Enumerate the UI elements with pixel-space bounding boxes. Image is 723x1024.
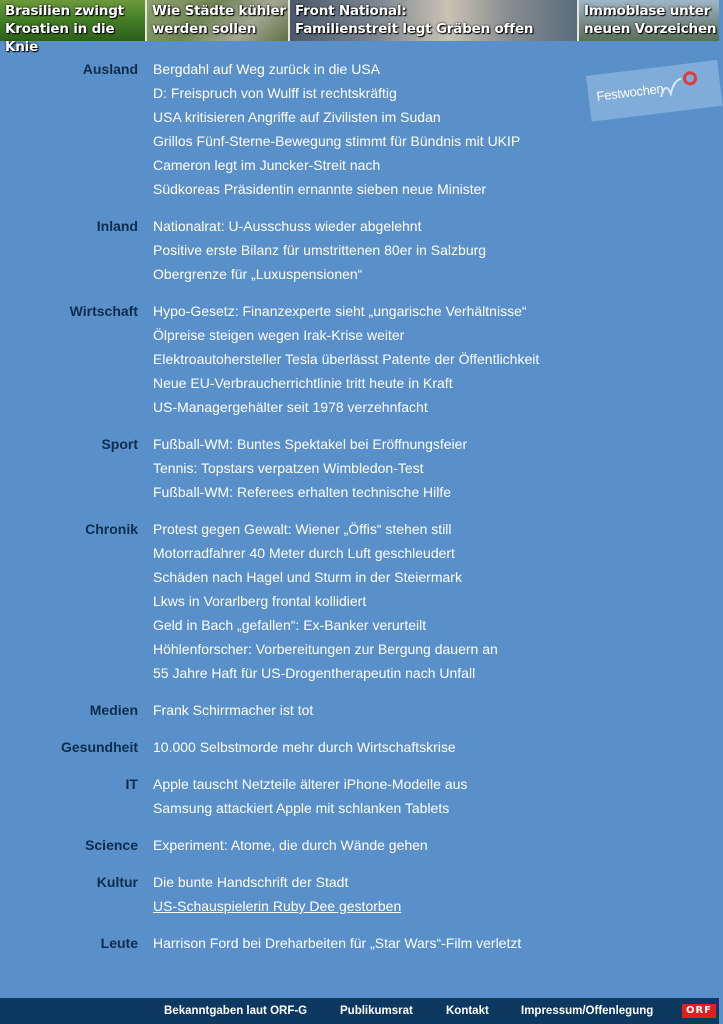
section-label-kultur[interactable]: Kultur: [96, 874, 138, 890]
festwochen-swoosh-icon: [657, 74, 686, 103]
teaser-immoblase[interactable]: [579, 0, 719, 41]
section-label-science[interactable]: Science: [85, 837, 138, 853]
section-label-inland[interactable]: Inland: [96, 218, 138, 234]
section-label-ausland[interactable]: Ausland: [82, 61, 138, 77]
news-link[interactable]: Die bunte Handschrift der Stadt: [153, 874, 349, 890]
news-link[interactable]: Motorradfahrer 40 Meter durch Luft geschleudert: [153, 545, 455, 561]
footer-link-impressum[interactable]: Impressum/Offenlegung: [521, 1005, 654, 1017]
news-link[interactable]: D: Freispruch von Wulff ist rechtskräftig: [153, 85, 397, 101]
teaser-title-line2: Kroatien in die Knie: [5, 21, 115, 55]
section-label-leute[interactable]: Leute: [100, 935, 138, 951]
news-link[interactable]: Frank Schirrmacher ist tot: [153, 702, 314, 718]
news-link[interactable]: USA kritisieren Angriffe auf Zivilisten im Sudan: [153, 109, 441, 125]
footer-link-bekanntgaben[interactable]: Bekanntgaben laut ORF-G: [164, 1005, 308, 1017]
orf-logo[interactable]: ORF: [682, 1004, 716, 1018]
teaser-brasilien[interactable]: [0, 0, 145, 55]
footer: [0, 998, 719, 1024]
news-link[interactable]: Tennis: Topstars verpatzen Wimbledon-Test: [153, 460, 424, 476]
news-link[interactable]: Elektroautohersteller Tesla überlässt Patente der Öffentlichkeit: [153, 351, 540, 367]
teaser-title-line2: neuen Vorzeichen: [584, 21, 717, 37]
teaser-title-line1: Brasilien zwingt: [5, 3, 124, 19]
teaser-title-line1: Immoblase unter: [584, 3, 711, 19]
news-link[interactable]: Hypo-Gesetz: Finanzexperte sieht „ungarische Verhältnisse“: [153, 303, 527, 319]
news-link[interactable]: Bergdahl auf Weg zurück in die USA: [153, 61, 380, 77]
news-link[interactable]: Lkws in Vorarlberg frontal kollidiert: [153, 593, 367, 609]
section-label-sport[interactable]: Sport: [101, 436, 138, 452]
news-link[interactable]: Fußball-WM: Buntes Spektakel bei Eröffnungsfeier: [153, 436, 468, 452]
news-link[interactable]: Obergrenze für „Luxuspensionen“: [153, 266, 363, 282]
section-label-wirtschaft[interactable]: Wirtschaft: [69, 303, 138, 319]
news-link[interactable]: Südkoreas Präsidentin ernannte sieben neue Minister: [153, 181, 487, 197]
section-label-medien[interactable]: Medien: [89, 702, 138, 718]
teaser-title-line2: Familienstreit legt Gräben offen: [295, 21, 534, 37]
teaser-front-national[interactable]: [290, 0, 577, 41]
teaser-title-line1: Front National:: [295, 3, 407, 19]
teaser-bar: [0, 0, 719, 55]
news-link[interactable]: Neue EU-Verbraucherrichtlinie tritt heute in Kraft: [153, 375, 453, 391]
news-link[interactable]: 55 Jahre Haft für US-Drogentherapeutin nach Unfall: [153, 665, 476, 681]
news-link[interactable]: Höhlenforscher: Vorbereitungen zur Bergung dauern an: [153, 641, 498, 657]
news-link[interactable]: Cameron legt im Juncker-Streit nach: [153, 157, 381, 173]
news-link[interactable]: 10.000 Selbstmorde mehr durch Wirtschaftskrise: [153, 739, 456, 755]
teaser-staedte[interactable]: [147, 0, 288, 41]
news-link[interactable]: Ölpreise steigen wegen Irak-Krise weiter: [153, 327, 405, 343]
news-link[interactable]: Geld in Bach „gefallen“: Ex-Banker verurteilt: [153, 617, 427, 633]
news-link[interactable]: Fußball-WM: Referees erhalten technische Hilfe: [153, 484, 452, 500]
news-link[interactable]: Protest gegen Gewalt: Wiener „Öffis“ stehen still: [153, 521, 452, 537]
festwochen-target-icon: [682, 71, 698, 87]
section-label-it[interactable]: IT: [125, 776, 138, 792]
news-link[interactable]: Experiment: Atome, die durch Wände gehen: [153, 837, 428, 853]
teaser-title-line2: werden sollen: [152, 21, 257, 37]
news-link[interactable]: US-Managergehälter seit 1978 verzehnfacht: [153, 399, 428, 415]
news-link[interactable]: Harrison Ford bei Dreharbeiten für „Star Wars“-Film verletzt: [153, 935, 522, 951]
news-link[interactable]: Apple tauscht Netzteile älterer iPhone-Modelle aus: [153, 776, 468, 792]
footer-link-kontakt[interactable]: Kontakt: [446, 1005, 489, 1017]
news-link[interactable]: US-Schauspielerin Ruby Dee gestorben: [153, 898, 402, 914]
footer-link-publikumsrat[interactable]: Publikumsrat: [340, 1005, 413, 1017]
festwochen-ad[interactable]: [586, 60, 723, 122]
news-link[interactable]: Grillos Fünf-Sterne-Bewegung stimmt für Bündnis mit UKIP: [153, 133, 521, 149]
section-label-gesundheit[interactable]: Gesundheit: [60, 739, 138, 755]
news-link[interactable]: Nationalrat: U-Ausschuss wieder abgelehnt: [153, 218, 422, 234]
news-link[interactable]: Positive erste Bilanz für umstrittenen 80er in Salzburg: [153, 242, 487, 258]
news-link[interactable]: Schäden nach Hagel und Sturm in der Steiermark: [153, 569, 462, 585]
news-link[interactable]: Samsung attackiert Apple mit schlanken Tablets: [153, 800, 450, 816]
teaser-title-line1: Wie Städte kühler: [152, 3, 286, 19]
section-label-chronik[interactable]: Chronik: [85, 521, 138, 537]
festwochen-label: Festwochen: [595, 80, 665, 104]
